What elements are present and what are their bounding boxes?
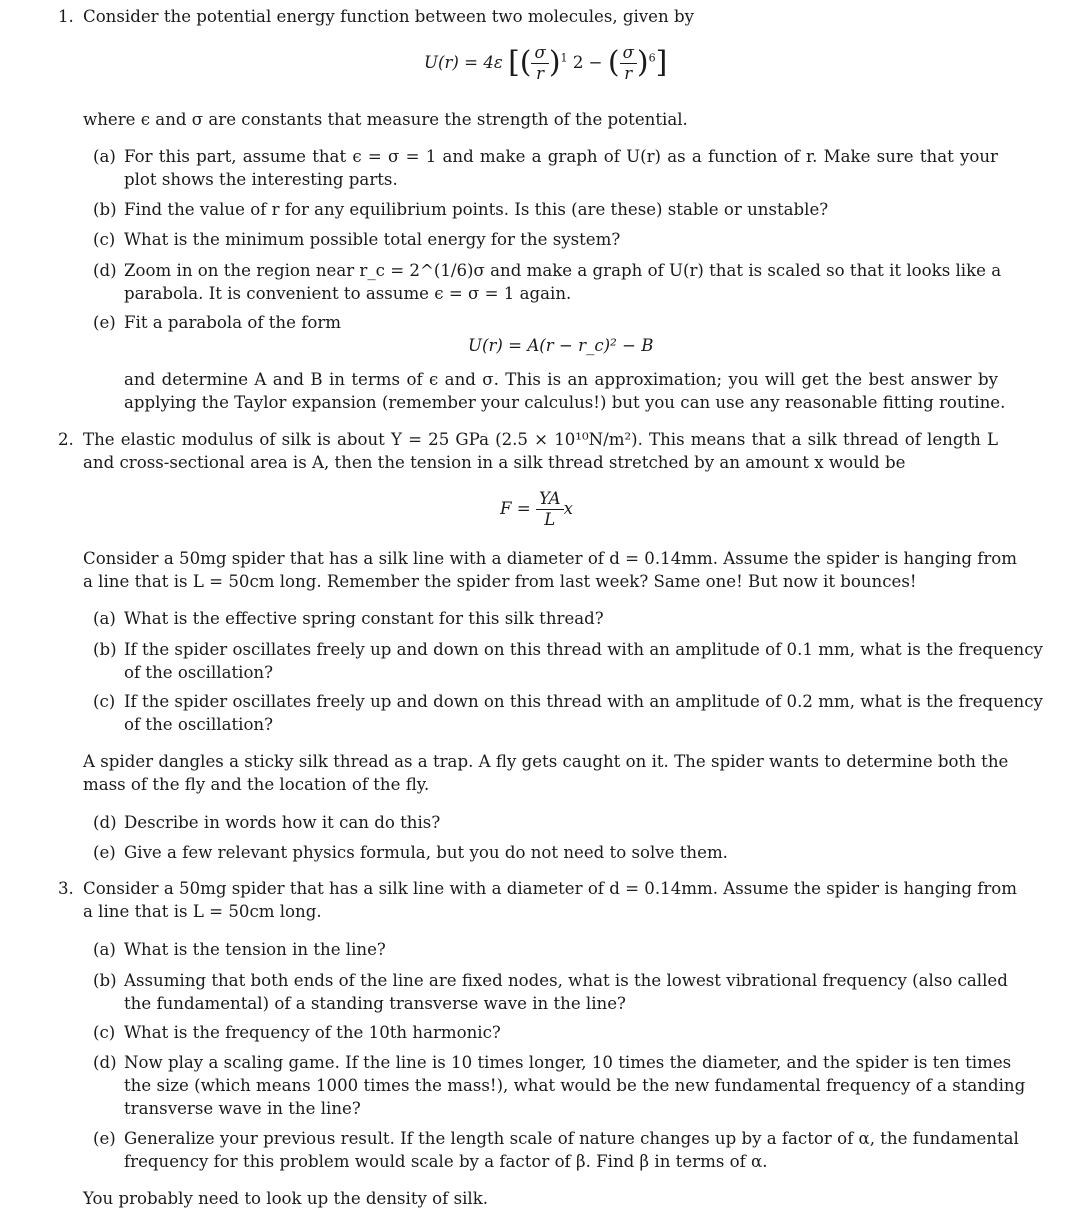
q2e-line-1: Give a few relevant physics formula, but you do not need to solve them. <box>124 843 728 862</box>
q3d-line-1: Now play a scaling game. If the line is 10 times longer, 10 times the diameter, and the spider is ten times <box>124 1053 1012 1072</box>
q1-equation <box>424 43 667 84</box>
q1-exponent-1: 1 <box>560 51 568 65</box>
q2-equation <box>500 489 573 530</box>
q2-number: 2. <box>58 430 74 449</box>
q3-line-1: Consider a 50mg spider that has a silk line with a diameter of d = 0.14mm. Assume the spider is hanging from <box>83 879 1018 898</box>
frac-numerator: σ <box>620 43 637 64</box>
q2b-line-1: If the spider oscillates freely up and down on this thread with an amplitude of 0.1 mm, what is the frequency <box>124 640 1043 659</box>
q2c-line-2: of the oscillation? <box>124 715 274 734</box>
q2b-label: (b) <box>93 640 117 659</box>
q1-exponent-2: 6 <box>648 51 656 65</box>
q1c-line-1: What is the minimum possible total energy for the system? <box>124 230 621 249</box>
q2-para2-line-2: mass of the fly and the location of the fly. <box>83 775 430 794</box>
q3-footer: You probably need to look up the density of silk. <box>83 1189 489 1208</box>
q1e-parabola-equation: U(r) = A(r − r_c)² − B <box>468 336 654 355</box>
q2-eq-frac <box>536 489 564 530</box>
q1-number: 1. <box>58 7 74 26</box>
q3-line-2: a line that is L = 50cm long. <box>83 902 322 921</box>
q3b-line-1: Assuming that both ends of the line are fixed nodes, what is the lowest vibrational frequency (also called <box>124 971 1008 990</box>
q1-equation-lhs: U(r) = 4ε <box>424 53 503 72</box>
q1-intro: Consider the potential energy function between two molecules, given by <box>83 7 694 26</box>
q2a-label: (a) <box>93 609 116 628</box>
q2-eq-rhs: x <box>563 499 573 518</box>
bracket-close: ) <box>636 45 649 80</box>
q2-eq-numerator: YA <box>536 489 564 510</box>
q1a-line-1: For this part, assume that ϵ = σ = 1 and make a graph of U(r) as a function of r. Make sure that your <box>124 147 998 166</box>
q2-eq-lhs: F = <box>500 499 531 518</box>
q1c-label: (c) <box>93 230 116 249</box>
q2a-line-1: What is the effective spring constant for this silk thread? <box>124 609 604 628</box>
q2-para2-line-1: A spider dangles a sticky silk thread as a trap. A fly gets caught on it. The spider wants to determine both the <box>83 752 1009 771</box>
q2e-label: (e) <box>93 843 116 862</box>
q1a-line-2: plot shows the interesting parts. <box>124 170 398 189</box>
q2-line-1: The elastic modulus of silk is about Y = 25 GPa (2.5 × 10¹⁰N/m²). This means that a silk thread of length L <box>83 430 998 449</box>
q3b-line-2: the fundamental) of a standing transverse wave in the line? <box>124 994 626 1013</box>
q1e-label: (e) <box>93 313 116 332</box>
q1-after-equation: where ϵ and σ are constants that measure the strength of the potential. <box>83 110 688 129</box>
q3a-label: (a) <box>93 940 116 959</box>
q1b-line-1: Find the value of r for any equilibrium points. Is this (are these) stable or unstable? <box>124 200 829 219</box>
frac-denominator: r <box>624 64 633 83</box>
q3-number: 3. <box>58 879 74 898</box>
q2d-label: (d) <box>93 813 117 832</box>
q3a-line-1: What is the tension in the line? <box>124 940 386 959</box>
q1d-line-2: parabola. It is convenient to assume ϵ = σ = 1 again. <box>124 284 572 303</box>
q2c-label: (c) <box>93 692 116 711</box>
q3c-label: (c) <box>93 1023 116 1042</box>
q3e-line-1: Generalize your previous result. If the length scale of nature changes up by a factor of α, the fundamental <box>124 1129 1019 1148</box>
square-bracket-close: ] <box>655 45 668 80</box>
q1-frac-1 <box>531 43 548 84</box>
q2-line-2: and cross-sectional area is A, then the tension in a silk thread stretched by an amount x would be <box>83 453 906 472</box>
frac-numerator: σ <box>531 43 548 64</box>
q1d-line-1: Zoom in on the region near r_c = 2^(1/6)σ and make a graph of U(r) that is scaled so that it looks like a <box>124 261 1002 280</box>
q3c-line-1: What is the frequency of the 10th harmonic? <box>124 1023 501 1042</box>
q2-para-line-2: a line that is L = 50cm long. Remember the spider from last week? Same one! But now it bounces! <box>83 572 917 591</box>
q2c-line-1: If the spider oscillates freely up and down on this thread with an amplitude of 0.2 mm, what is the frequency <box>124 692 1043 711</box>
q2-para-line-1: Consider a 50mg spider that has a silk line with a diameter of d = 0.14mm. Assume the spider is hanging from <box>83 549 1018 568</box>
frac-denominator: r <box>536 64 545 83</box>
q1-frac-2 <box>620 43 637 84</box>
q3e-label: (e) <box>93 1129 116 1148</box>
q3d-line-2: the size (which means 1000 times the mass!), what would be the new fundamental frequency of a standing <box>124 1076 1026 1095</box>
q2d-line-1: Describe in words how it can do this? <box>124 813 441 832</box>
q1b-label: (b) <box>93 200 117 219</box>
q3d-label: (d) <box>93 1053 117 1072</box>
q1-equation-mid: 2 − <box>572 53 603 72</box>
q1e-line-1: Fit a parabola of the form <box>124 313 342 332</box>
q1e-after-line-1: and determine A and B in terms of ϵ and σ. This is an approximation; you will get the best answer by <box>124 370 998 389</box>
bracket-open: [( <box>508 45 532 80</box>
q3d-line-3: transverse wave in the line? <box>124 1099 361 1118</box>
q1e-after-line-2: applying the Taylor expansion (remember your calculus!) but you can use any reasonable fitting routine. <box>124 393 1006 412</box>
paren-close: ) <box>548 45 561 80</box>
q3e-line-2: frequency for this problem would scale by a factor of β. Find β in terms of α. <box>124 1152 768 1171</box>
q2-eq-denominator: L <box>544 510 556 529</box>
paren-open: ( <box>607 45 620 80</box>
q2b-line-2: of the oscillation? <box>124 663 274 682</box>
q3b-label: (b) <box>93 971 117 990</box>
q1d-label: (d) <box>93 261 117 280</box>
q1a-label: (a) <box>93 147 116 166</box>
